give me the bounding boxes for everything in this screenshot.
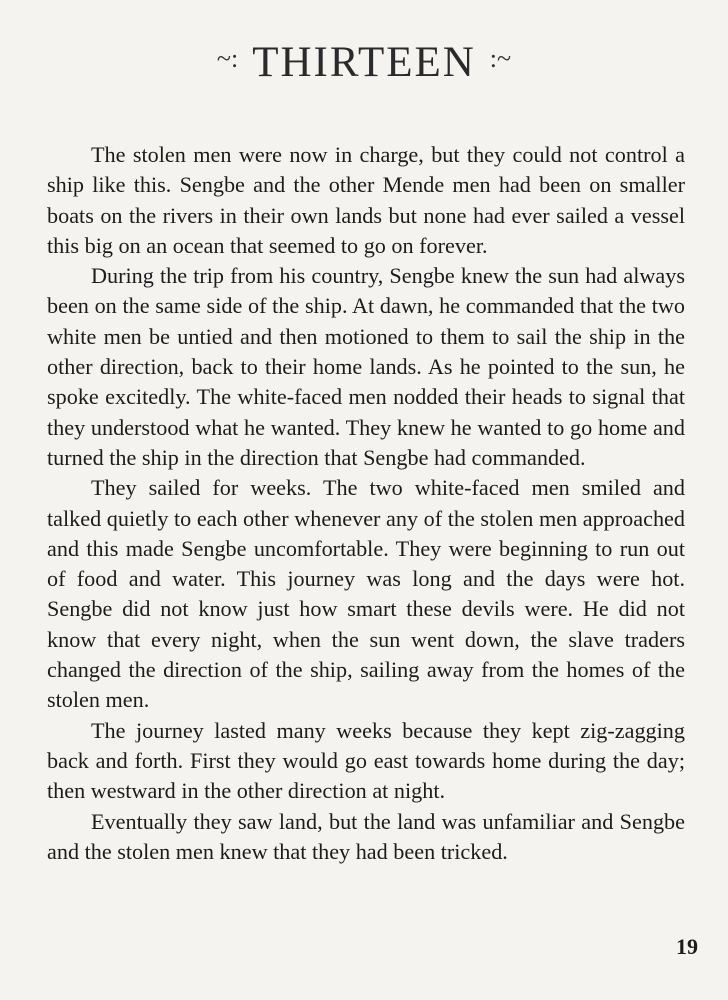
chapter-body: [47, 140, 685, 867]
paragraph-1: The stolen men were now in charge, but they could not control a ship like this. Sengbe and the other Mende men had been on smaller boats on the rivers in their own lands but none had ever sailed a vessel this big on an ocean that seemed to go on forever.: [47, 142, 685, 258]
paragraph-2: During the trip from his country, Sengbe knew the sun had always been on the same side of the ship. At dawn, he commanded that the two white men be untied and then motioned to them to sail the ship in the other direction, back to their home lands. As he pointed to the sun, he spoke excitedly. The white-faced men nodded their heads to signal that they understood what he wanted. They knew he wanted to go home and turned the ship in the direction that Sengbe had commanded.: [47, 263, 685, 470]
ornament-left-icon: ~:: [216, 43, 239, 73]
paragraph-5: Eventually they saw land, but the land was unfamiliar and Sengbe and the stolen men knew that they had been tricked.: [47, 808, 685, 864]
chapter-title: THIRTEEN: [252, 39, 476, 86]
ornament-right-icon: :~: [489, 43, 512, 73]
paragraph-3: They sailed for weeks. The two white-faced men smiled and talked quietly to each other whenever any of the stolen men approached and this made Sengbe uncomfortable. They were beginning to run out of food and water. This journey was long and the days were hot. Sengbe did not know just how smart these devils were. He did not know that every night, when the sun went down, the slave traders changed the direction of the ship, sailing away from the homes of the stolen men.: [47, 475, 685, 713]
paragraph-4: The journey lasted many weeks because they kept zig-zagging back and forth. First they would go east towards home during the day; then westward in the other direction at night.: [47, 717, 685, 804]
page-number: 19: [676, 934, 698, 959]
chapter-heading: [0, 38, 728, 87]
